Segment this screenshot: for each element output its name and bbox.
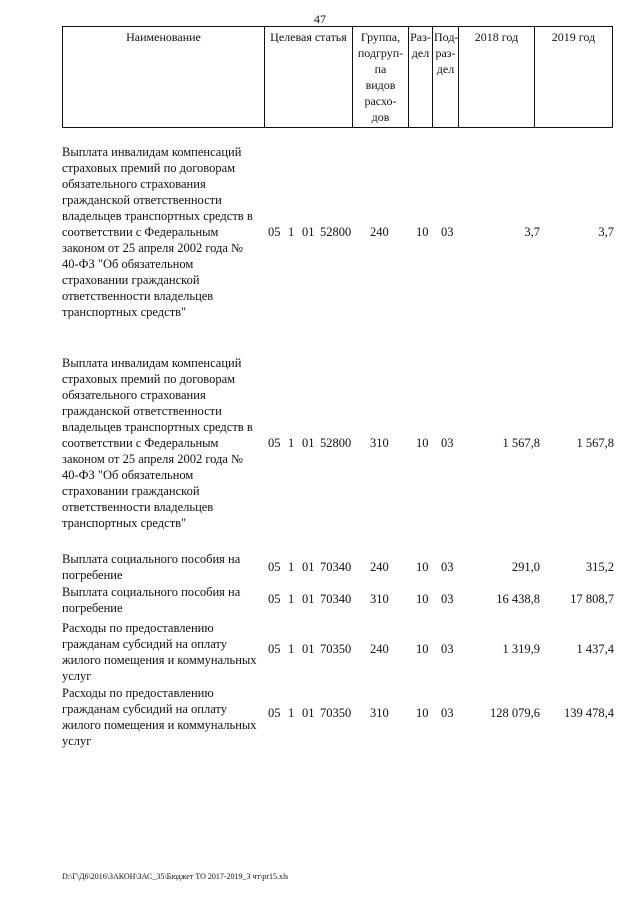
target-article-program: 05 [268, 560, 281, 574]
amount-2019: 3,7 [598, 225, 614, 239]
target-article-program: 05 [268, 642, 281, 656]
target-article-subprogram: 1 [288, 592, 295, 606]
target-article-direction: 52800 [320, 436, 352, 450]
target-article-main-event: 01 [302, 642, 315, 656]
table-row [62, 355, 614, 531]
row-name: Выплата социального пособия на погребение [62, 552, 241, 582]
row-name: Выплата социального пособия на погребение [62, 585, 241, 615]
row-name: Расходы по предоставлению гражданам субсидий на оплату жилого помещения и коммунальных услуг [62, 621, 257, 683]
expense-group: 240 [370, 642, 389, 656]
subsection-code: 03 [441, 225, 454, 239]
section-code: 10 [416, 225, 429, 239]
target-article-subprogram: 1 [288, 436, 295, 450]
amount-2018: 16 438,8 [496, 592, 540, 606]
target-article-subprogram: 1 [288, 225, 295, 239]
amount-2019: 17 808,7 [570, 592, 614, 606]
section-code: 10 [416, 642, 429, 656]
expense-group: 240 [370, 225, 389, 239]
target-article-main-event: 01 [302, 436, 315, 450]
expense-group: 310 [370, 436, 389, 450]
amount-2019: 139 478,4 [564, 706, 614, 720]
header-group: Группа, подгруп- па видов расхо- дов [353, 27, 409, 128]
target-article-subprogram: 1 [288, 706, 295, 720]
section-code: 10 [416, 706, 429, 720]
header-target-article: Целевая статья [265, 27, 353, 128]
subsection-code: 03 [441, 642, 454, 656]
target-article-direction: 52800 [320, 225, 352, 239]
target-article-subprogram: 1 [288, 560, 295, 574]
target-article-main-event: 01 [302, 706, 315, 720]
expense-group: 310 [370, 592, 389, 606]
target-article-program: 05 [268, 706, 281, 720]
subsection-code: 03 [441, 592, 454, 606]
amount-2018: 3,7 [524, 225, 540, 239]
row-name: Выплата инвалидам компенсаций страховых премий по договорам обязательного страхования гражданской ответственности владельцев транспортных средств в соответствии с Федеральным законом от 25 апреля 2002 года № 40-ФЗ "Об обязательном страховании гражданской ответственности владельцев транспортных средств" [62, 145, 253, 319]
section-code: 10 [416, 560, 429, 574]
table-row [62, 144, 614, 320]
target-article-main-event: 01 [302, 560, 315, 574]
target-article-program: 05 [268, 592, 281, 606]
section-code: 10 [416, 436, 429, 450]
expense-group: 310 [370, 706, 389, 720]
amount-2018: 128 079,6 [490, 706, 540, 720]
amount-2019: 315,2 [585, 560, 614, 574]
table-row [62, 685, 614, 749]
table-header [62, 26, 613, 128]
amount-2019: 1 567,8 [576, 436, 614, 450]
amount-2018: 1 567,8 [502, 436, 540, 450]
target-article-direction: 70340 [320, 560, 352, 574]
target-article-subprogram: 1 [288, 642, 295, 656]
page-number: 47 [314, 12, 326, 26]
expense-group: 240 [370, 560, 389, 574]
header-name: Наименование [63, 27, 265, 128]
subsection-code: 03 [441, 436, 454, 450]
target-article-program: 05 [268, 436, 281, 450]
header-section: Раз- дел [409, 27, 433, 128]
file-path-footer: D:\Г\Д6\2016\ЗАКОН\ЗАС_35\Бюджет ТО 2017-2019_3 чт\pr15.xls [62, 872, 289, 881]
table-row [62, 620, 614, 684]
row-name: Расходы по предоставлению гражданам субсидий на оплату жилого помещения и коммунальных услуг [62, 686, 257, 748]
target-article-direction: 70350 [320, 642, 352, 656]
header-year-2019: 2019 год [535, 27, 613, 128]
target-article-main-event: 01 [302, 225, 315, 239]
target-article-direction: 70350 [320, 706, 352, 720]
subsection-code: 03 [441, 560, 454, 574]
table-row [62, 584, 614, 616]
target-article-main-event: 01 [302, 592, 315, 606]
amount-2018: 291,0 [511, 560, 540, 574]
subsection-code: 03 [441, 706, 454, 720]
section-code: 10 [416, 592, 429, 606]
amount-2019: 1 437,4 [576, 642, 614, 656]
table-row [62, 551, 614, 583]
target-article-direction: 70340 [320, 592, 352, 606]
amount-2018: 1 319,9 [502, 642, 540, 656]
row-name: Выплата инвалидам компенсаций страховых премий по договорам обязательного страхования гражданской ответственности владельцев транспортных средств в соответствии с Федеральным законом от 25 апреля 2002 года № 40-ФЗ "Об обязательном страховании гражданской ответственности владельцев транспортных средств" [62, 356, 253, 530]
target-article-program: 05 [268, 225, 281, 239]
header-year-2018: 2018 год [459, 27, 535, 128]
header-subsection: Под- раз- дел [433, 27, 459, 128]
